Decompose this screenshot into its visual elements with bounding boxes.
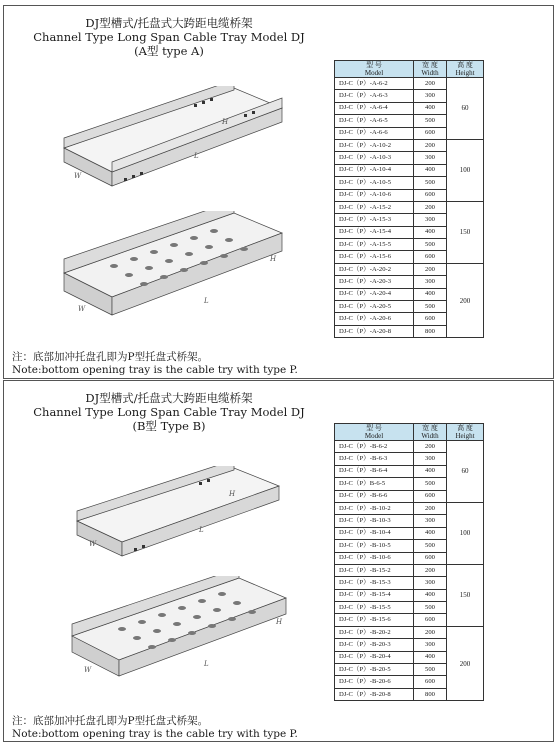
dim-label-h: H (222, 118, 229, 126)
header-height-zh: 高 度 (457, 61, 473, 69)
cell-model: DJ-C（P）-B-10-2 (335, 502, 414, 514)
cell-model: DJ-C（P）-A-15-2 (335, 201, 414, 213)
cell-width: 600 (414, 490, 447, 502)
spec-table (334, 423, 484, 701)
dim-label-w: W (84, 666, 92, 674)
cell-width: 300 (414, 276, 447, 288)
cell-model: DJ-C（P）-B-6-4 (335, 465, 414, 477)
header-model (335, 424, 414, 441)
header-height (447, 424, 484, 441)
header-width-en: Width (421, 69, 439, 77)
channel-tray-drawing (59, 466, 289, 571)
header-width-zh: 宽 度 (422, 424, 438, 432)
type-label: (B型 Type B) (132, 419, 206, 433)
cell-model: DJ-C（P）-B-20-4 (335, 651, 414, 663)
cell-model: DJ-C（P）-A-20-6 (335, 313, 414, 325)
header-width (414, 61, 447, 78)
cell-width: 600 (414, 189, 447, 201)
cell-width: 500 (414, 177, 447, 189)
cell-model: DJ-C（P）-A-20-8 (335, 325, 414, 337)
header-width-en: Width (421, 432, 439, 440)
title-chinese: DJ型槽式/托盘式大跨距电缆桥架 (85, 16, 253, 30)
cell-width: 300 (414, 453, 447, 465)
header-height-zh: 高 度 (457, 424, 473, 432)
note-chinese: 注：底部加冲托盘孔即为P型托盘式桥架。 (12, 351, 209, 363)
header-model-zh: 型 号 (366, 61, 382, 69)
cell-width: 600 (414, 251, 447, 263)
panel-type-b (3, 380, 554, 742)
cell-model: DJ-C（P）-A-20-5 (335, 301, 414, 313)
header-height-en: Height (455, 432, 475, 440)
title-english: Channel Type Long Span Cable Tray Model DJ (33, 30, 305, 44)
cell-width: 500 (414, 301, 447, 313)
panel-title-block (4, 391, 334, 433)
cell-model: DJ-C（P）-B-15-6 (335, 614, 414, 626)
cell-height: 60 (447, 78, 484, 140)
cell-model: DJ-C（P）-B-10-5 (335, 540, 414, 552)
cell-width: 300 (414, 515, 447, 527)
cell-width: 500 (414, 478, 447, 490)
cell-model: DJ-C（P）-B-20-2 (335, 626, 414, 638)
cell-model: DJ-C（P）-A-15-6 (335, 251, 414, 263)
cell-model: DJ-C（P）-B-10-3 (335, 515, 414, 527)
cell-width: 500 (414, 115, 447, 127)
cell-model: DJ-C（P）-B-6-3 (335, 453, 414, 465)
cell-width: 400 (414, 465, 447, 477)
spec-table-body (335, 78, 484, 338)
cell-model: DJ-C（P）-B-20-5 (335, 664, 414, 676)
cell-width: 300 (414, 577, 447, 589)
table-row (335, 139, 484, 151)
cell-model: DJ-C（P）-B-20-3 (335, 639, 414, 651)
panel-title-block (4, 16, 334, 58)
cell-width: 200 (414, 626, 447, 638)
header-model-en: Model (364, 432, 384, 440)
cell-model: DJ-C（P）-B-10-4 (335, 527, 414, 539)
header-width-zh: 宽 度 (422, 61, 438, 69)
title-english: Channel Type Long Span Cable Tray Model DJ (33, 405, 305, 419)
cell-width: 400 (414, 527, 447, 539)
cell-width: 600 (414, 552, 447, 564)
note-chinese: 注：底部加冲托盘孔即为P型托盘式桥架。 (12, 715, 209, 727)
cell-width: 300 (414, 152, 447, 164)
dim-label-h: H (229, 490, 236, 498)
cell-width: 300 (414, 214, 447, 226)
dim-label-l: L (204, 660, 209, 668)
cell-height: 100 (447, 139, 484, 201)
cell-width: 200 (414, 263, 447, 275)
cell-width: 500 (414, 239, 447, 251)
note-english: Note:bottom opening tray is the cable try with type P. (12, 728, 298, 740)
cell-height: 150 (447, 564, 484, 626)
note-english: Note:bottom opening tray is the cable try with type P. (12, 364, 298, 376)
cell-width: 400 (414, 651, 447, 663)
cell-width: 200 (414, 78, 447, 90)
cell-width: 500 (414, 602, 447, 614)
note-block (12, 715, 298, 741)
type-label: (A型 type A) (134, 44, 204, 58)
cell-width: 500 (414, 540, 447, 552)
dim-label-w: W (78, 305, 86, 313)
cell-width: 600 (414, 313, 447, 325)
cell-height: 200 (447, 263, 484, 337)
cell-width: 200 (414, 502, 447, 514)
cell-model: DJ-C（P）-A-6-3 (335, 90, 414, 102)
cell-model: DJ-C（P）-B-15-2 (335, 564, 414, 576)
cell-model: DJ-C（P）-A-20-4 (335, 288, 414, 300)
cell-model: DJ-C（P）-B-20-6 (335, 676, 414, 688)
cell-model: DJ-C（P）-A-15-3 (335, 214, 414, 226)
spec-table-header (335, 424, 484, 441)
cell-model: DJ-C（P）-A-6-4 (335, 102, 414, 114)
cell-model: DJ-C（P）-A-20-3 (335, 276, 414, 288)
cell-model: DJ-C（P）-B-15-5 (335, 602, 414, 614)
dim-label-w: W (89, 540, 97, 548)
table-row (335, 78, 484, 90)
cell-model: DJ-C（P）-A-20-2 (335, 263, 414, 275)
perforated-tray-drawing (44, 211, 289, 331)
cell-model: DJ-C（P）-A-10-6 (335, 189, 414, 201)
header-model-zh: 型 号 (366, 424, 382, 432)
cell-width: 800 (414, 325, 447, 337)
dim-label-h: H (276, 618, 283, 626)
title-chinese: DJ型槽式/托盘式大跨距电缆桥架 (85, 391, 253, 405)
cell-width: 500 (414, 664, 447, 676)
cell-width: 300 (414, 90, 447, 102)
cell-width: 200 (414, 564, 447, 576)
cell-model: DJ-C（P）-A-6-2 (335, 78, 414, 90)
cell-width: 600 (414, 676, 447, 688)
cell-width: 400 (414, 102, 447, 114)
dim-label-l: L (199, 526, 204, 534)
cell-model: DJ-C（P）-B-10-6 (335, 552, 414, 564)
table-row (335, 201, 484, 213)
cell-width: 600 (414, 127, 447, 139)
table-row (335, 263, 484, 275)
table-row (335, 502, 484, 514)
cell-model: DJ-C（P）-B-15-4 (335, 589, 414, 601)
cell-width: 300 (414, 639, 447, 651)
cell-width: 400 (414, 226, 447, 238)
cell-model: DJ-C（P）-B-15-3 (335, 577, 414, 589)
spec-table (334, 60, 484, 338)
cell-model: DJ-C（P）B-6-5 (335, 478, 414, 490)
cell-height: 60 (447, 441, 484, 503)
cell-model: DJ-C（P）-A-15-4 (335, 226, 414, 238)
table-row (335, 564, 484, 576)
dim-label-w: W (74, 172, 82, 180)
header-model-en: Model (364, 69, 384, 77)
cell-model: DJ-C（P）-A-10-2 (335, 139, 414, 151)
cell-model: DJ-C（P）-A-6-6 (335, 127, 414, 139)
note-block (12, 351, 298, 377)
panel-type-a (3, 5, 554, 379)
header-model (335, 61, 414, 78)
cell-height: 100 (447, 502, 484, 564)
cell-model: DJ-C（P）-A-10-4 (335, 164, 414, 176)
cell-model: DJ-C（P）-B-6-6 (335, 490, 414, 502)
table-row (335, 441, 484, 453)
header-width (414, 424, 447, 441)
cell-model: DJ-C（P）-A-15-5 (335, 239, 414, 251)
cell-model: DJ-C（P）-A-10-3 (335, 152, 414, 164)
dim-label-h: H (270, 255, 277, 263)
dim-label-l: L (204, 297, 209, 305)
cell-width: 400 (414, 288, 447, 300)
cell-model: DJ-C（P）-B-6-2 (335, 441, 414, 453)
spec-table-body (335, 441, 484, 701)
cell-width: 200 (414, 201, 447, 213)
cell-model: DJ-C（P）-A-6-5 (335, 115, 414, 127)
perforated-tray-drawing (54, 576, 294, 691)
cell-model: DJ-C（P）-B-20-8 (335, 688, 414, 700)
cell-width: 200 (414, 441, 447, 453)
dim-label-l: L (194, 152, 199, 160)
channel-tray-drawing (44, 86, 289, 206)
cell-width: 400 (414, 589, 447, 601)
cell-height: 200 (447, 626, 484, 700)
spec-table-header (335, 61, 484, 78)
cell-width: 400 (414, 164, 447, 176)
table-row (335, 626, 484, 638)
header-height (447, 61, 484, 78)
header-height-en: Height (455, 69, 475, 77)
cell-height: 150 (447, 201, 484, 263)
cell-width: 600 (414, 614, 447, 626)
cell-width: 200 (414, 139, 447, 151)
cell-width: 800 (414, 688, 447, 700)
cell-model: DJ-C（P）-A-10-5 (335, 177, 414, 189)
